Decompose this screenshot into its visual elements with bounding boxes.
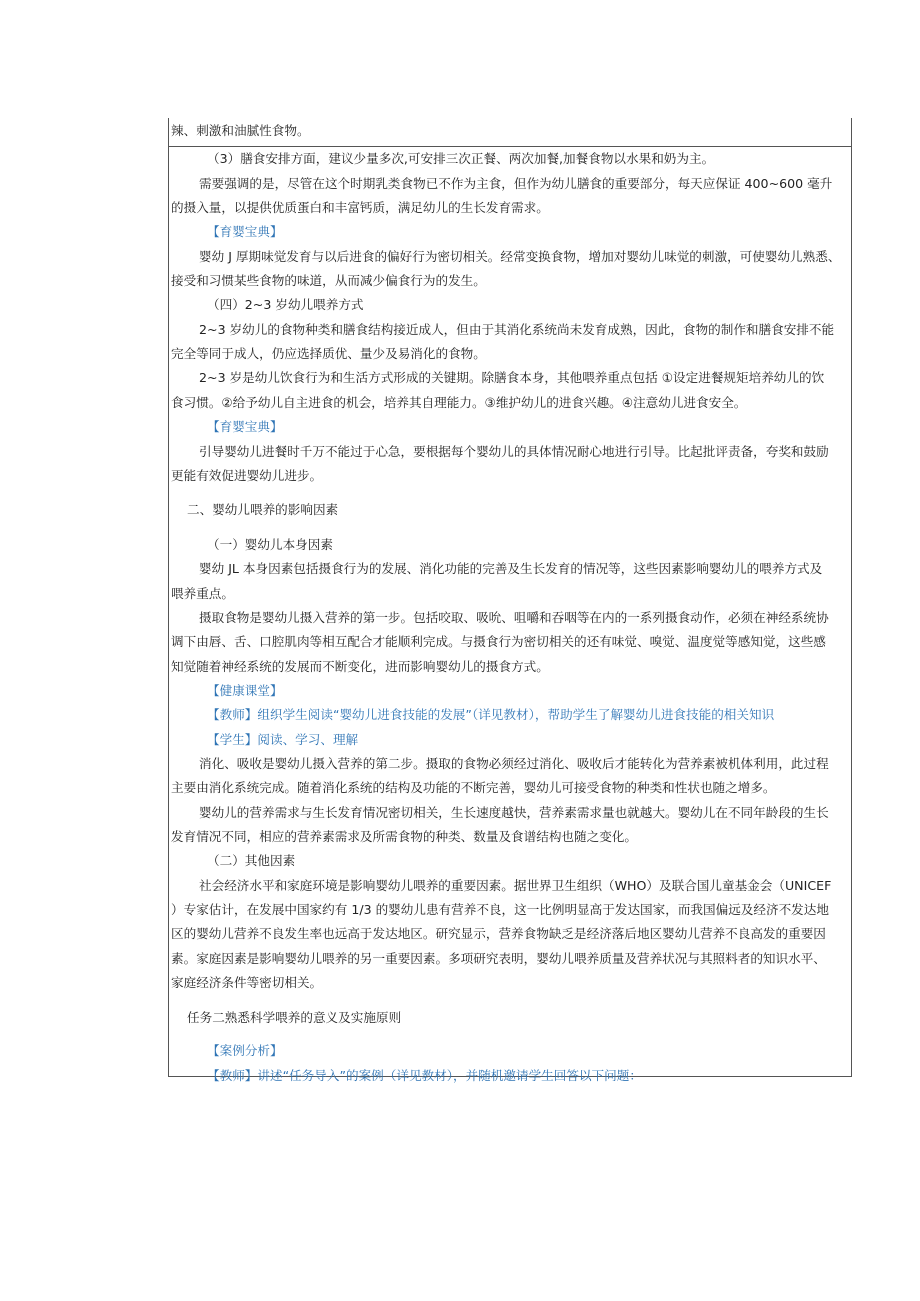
text-line: （二）其他因素	[207, 853, 296, 868]
highlight-line: 【健康课堂】	[207, 683, 283, 698]
text-line: 知觉随着神经系统的发展而不断变化，进而影响婴幼儿的摄食方式。	[171, 659, 549, 674]
text-line: 2~3 岁是幼儿饮食行为和生活方式形成的关键期。除膳食本身，其他喂养重点包括 ①设定进餐规矩培养幼儿的饮	[199, 370, 825, 385]
text-line: 引导婴幼儿进餐时千万不能过于心急，要根据每个婴幼儿的具体情况耐心地进行引导。比起批评责备，夸奖和鼓励	[199, 444, 829, 459]
text-line: （四）2~3 岁幼儿喂养方式	[207, 297, 364, 312]
highlight-line: 【案例分析】	[207, 1043, 283, 1058]
text-line: 2~3 岁幼儿的食物种类和膳食结构接近成人，但由于其消化系统尚未发育成熟，因此，食物的制作和膳食安排不能	[199, 322, 835, 337]
text-line: 更能有效促进婴幼儿进步。	[171, 468, 323, 483]
text-line: 接受和习惯某些食物的味道，从而减少偏食行为的发生。	[171, 273, 486, 288]
text-line: 需要强调的是，尽管在这个时期乳类食物已不作为主食，但作为幼儿膳食的重要部分，每天应保证 400~600 毫升	[199, 176, 833, 191]
text-line: 素。家庭因素是影响婴幼儿喂养的另一重要因素。多项研究表明，婴幼儿喂养质量及营养状况与其照料者的知识水平、	[171, 951, 826, 966]
text-line: 二、婴幼儿喂养的影响因素	[187, 502, 339, 517]
text-line: 喂养重点。	[171, 586, 234, 601]
text-line: 婴幼 J 厚期味觉发育与以后进食的偏好行为密切相关。经常变换食物，增加对婴幼儿味觉的刺激，可使婴幼儿熟悉、	[199, 249, 841, 264]
text-line: 完全等同于成人，仍应选择质优、量少及易消化的食物。	[171, 346, 486, 361]
text-line: 食习惯。②给予幼儿自主进食的机会，培养其自理能力。③维护幼儿的进食兴趣。④注意幼儿进食安全。	[171, 395, 747, 410]
text-line: 家庭经济条件等密切相关。	[171, 975, 323, 990]
text-line: 社会经济水平和家庭环境是影响婴幼儿喂养的重要因素。据世界卫生组织（WHO）及联合国儿童基金会（UNICEF	[199, 878, 832, 893]
highlight-line: 【学生】阅读、学习、理解	[207, 732, 359, 747]
highlight-line: 【教师】组织学生阅读“婴幼儿进食技能的发展”（详见教材），帮助学生了解婴幼儿进食技能的相关知识	[207, 707, 775, 722]
highlight-line: 【育婴宝典】	[207, 419, 283, 434]
text-line: 婴幼儿的营养需求与生长发育情况密切相关，生长速度越快，营养素需求量也就越大。婴幼儿在不同年龄段的生长	[199, 805, 829, 820]
text-line: 的摄入量，以提供优质蛋白和丰富钙质，满足幼儿的生长发育需求。	[171, 200, 549, 215]
text-line: （一）婴幼儿本身因素	[207, 537, 333, 552]
text-line: 发育情况不同，相应的营养素需求及所需食物的种类、数量及食谱结构也随之变化。	[171, 829, 637, 844]
text-line: 区的婴幼儿营养不良发生率也远高于发达地区。研究显示，营养食物缺乏是经济落后地区婴幼儿营养不良高发的重要因	[171, 926, 826, 941]
highlight-line: 【教师】讲述“任务导入”的案例（详见教材），并随机邀请学生回答以下问题：	[207, 1068, 642, 1083]
text-line: 任务二熟悉科学喂养的意义及实施原则	[187, 1010, 402, 1025]
top-cell	[169, 118, 851, 147]
text-line: 摄取食物是婴幼儿摄入营养的第一步。包括咬取、吸吮、咀嚼和吞咽等在内的一系列摄食动作，必须在神经系统协	[199, 610, 829, 625]
document-table	[168, 118, 852, 1083]
text-line: 婴幼 JL 本身因素包括摄食行为的发展、消化功能的完善及生长发育的情况等，这些因素影响婴幼儿的喂养方式及	[199, 561, 823, 576]
text-line: （3）膳食安排方面，建议少量多次,可安排三次正餐、两次加餐,加餐食物以水果和奶为主。	[207, 151, 715, 166]
text-line: ）专家估计，在发展中国家约有 1/3 的婴幼儿患有营养不良，这一比例明显高于发达国家，而我国偏远及经济不发达地	[171, 902, 829, 917]
text-line: 调下由唇、舌、口腔肌肉等相互配合才能顺利完成。与摄食行为密切相关的还有味觉、嗅觉、温度觉等感知觉，这些感	[171, 634, 826, 649]
text-line: 消化、吸收是婴幼儿摄入营养的第二步。摄取的食物必须经过消化、吸收后才能转化为营养素被机体利用，此过程	[199, 756, 829, 771]
highlight-line: 【育婴宝典】	[207, 224, 283, 239]
text-line: 主要由消化系统完成。随着消化系统的结构及功能的不断完善，婴幼儿可接受食物的种类和性状也随之增多。	[171, 780, 776, 795]
top-cell-text: 辣、刺激和油腻性食物。	[171, 123, 310, 138]
